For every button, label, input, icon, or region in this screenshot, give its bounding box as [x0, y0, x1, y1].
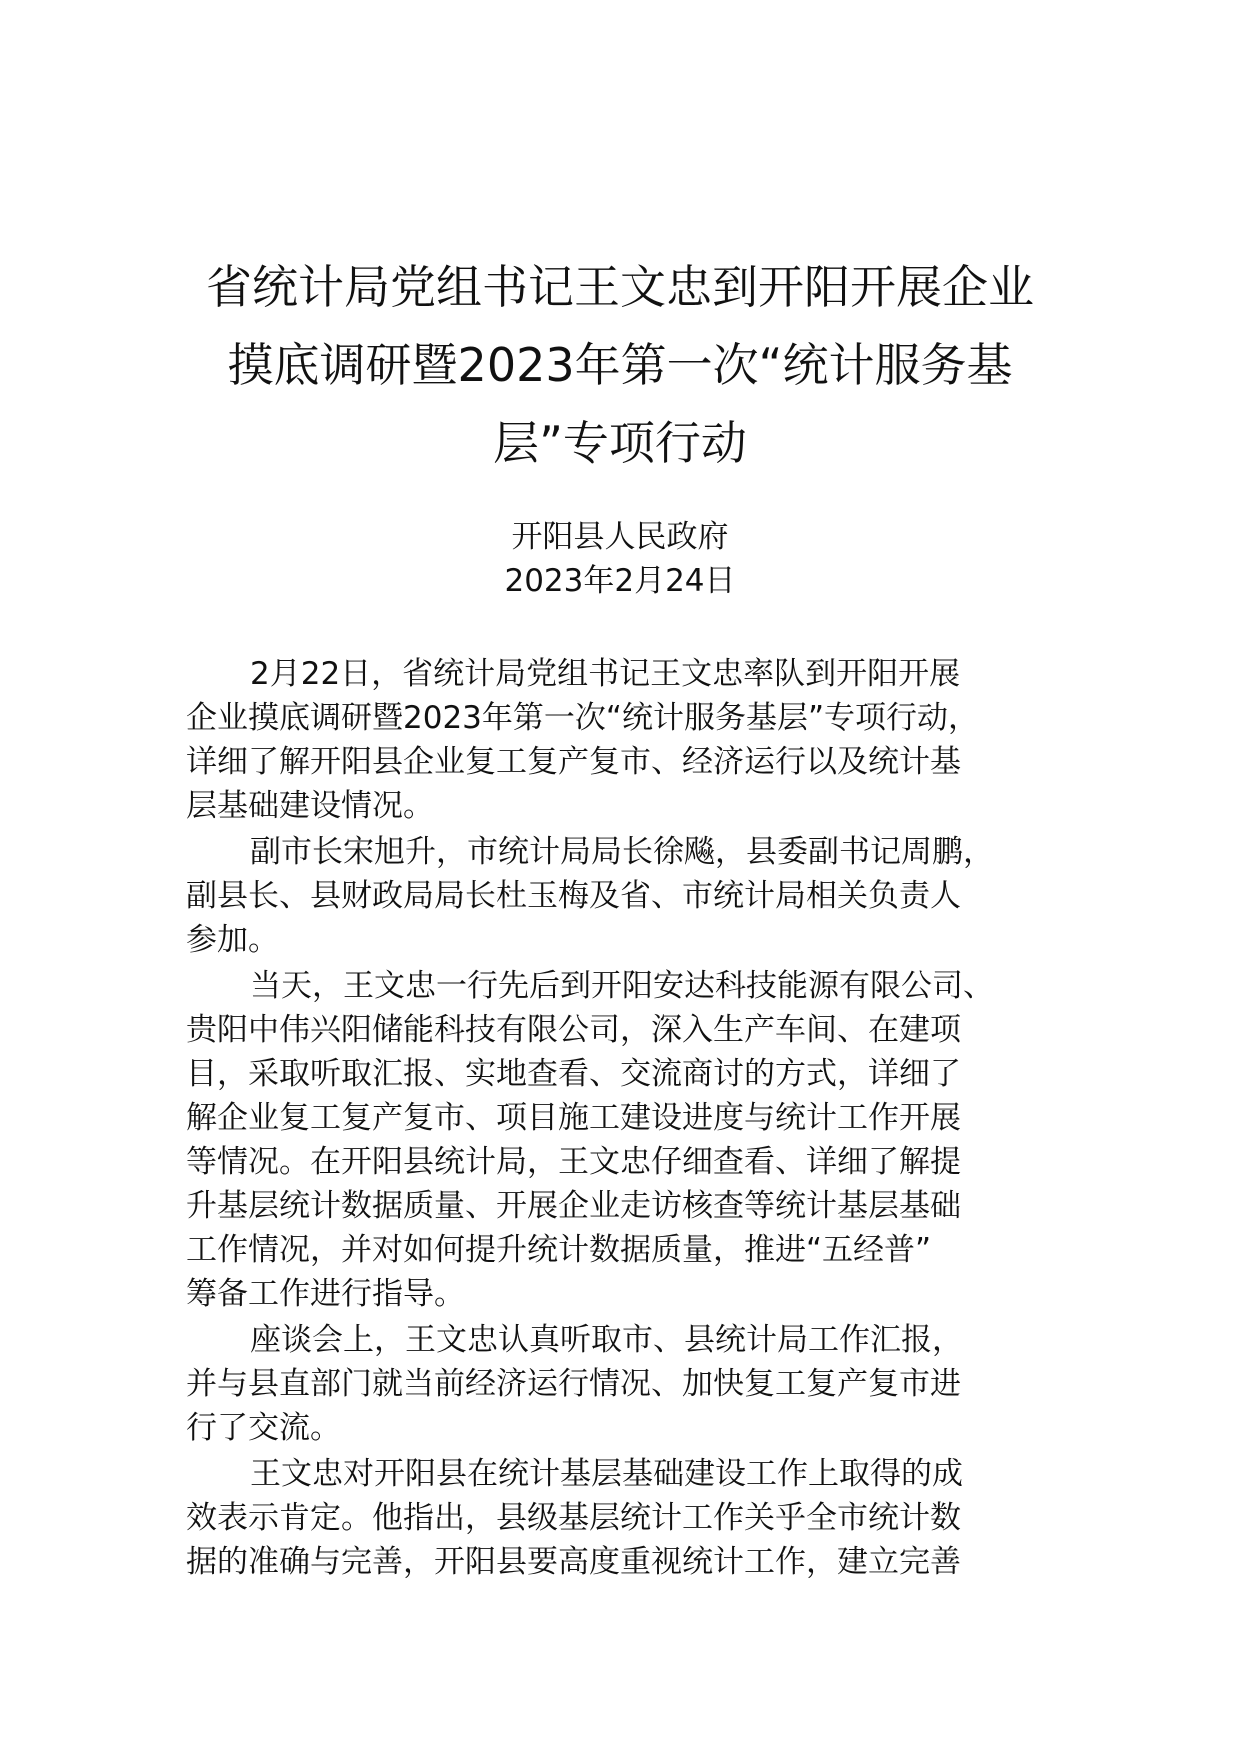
paragraph	[186, 964, 1086, 1316]
text-line: 效表示肯定。他指出，县级基层统计工作关乎全市统计数	[186, 1500, 961, 1536]
publisher: 开阳县人民政府	[511, 519, 729, 555]
text-line: 座谈会上，王文忠认真听取市、县统计局工作汇报，	[250, 1322, 963, 1358]
paragraph	[186, 652, 1086, 828]
text-line: 筹备工作进行指导。	[186, 1276, 465, 1312]
text-line: 2月22日，省统计局党组书记王文忠率队到开阳开展	[250, 656, 961, 692]
paragraph	[186, 830, 1086, 962]
text-line: 层基础建设情况。	[186, 788, 434, 824]
text-line: 升基层统计数据质量、开展企业走访核查等统计基层基础	[186, 1188, 961, 1224]
title-line: 省统计局党组书记王文忠到开阳开展企业	[206, 260, 1034, 314]
text-line: 副市长宋旭升，市统计局局长徐飚，县委副书记周鹏，	[250, 834, 994, 870]
text-line: 参加。	[186, 922, 279, 958]
text-line: 并与县直部门就当前经济运行情况、加快复工复产复市进	[186, 1366, 961, 1402]
text-line: 王文忠对开阳县在统计基层基础建设工作上取得的成	[250, 1456, 963, 1492]
text-line: 解企业复工复产复市、项目施工建设进度与统计工作开展	[186, 1100, 961, 1136]
document-title	[150, 248, 1090, 482]
title-line: 层”专项行动	[493, 416, 747, 470]
text-line: 据的准确与完善，开阳县要高度重视统计工作，建立完善	[186, 1544, 961, 1580]
paragraph	[186, 1318, 1086, 1450]
text-line: 详细了解开阳县企业复工复产复市、经济运行以及统计基	[186, 744, 961, 780]
text-line: 目，采取听取汇报、实地查看、交流商讨的方式，详细了	[186, 1056, 961, 1092]
publish-date: 2023年2月24日	[504, 563, 736, 599]
text-line: 工作情况，并对如何提升统计数据质量，推进“五经普”	[186, 1232, 932, 1268]
paragraph	[186, 1452, 1086, 1584]
text-line: 副县长、县财政局局长杜玉梅及省、市统计局相关负责人	[186, 878, 961, 914]
text-line: 等情况。在开阳县统计局，王文忠仔细查看、详细了解提	[186, 1144, 961, 1180]
text-line: 当天，王文忠一行先后到开阳安达科技能源有限公司、	[250, 968, 994, 1004]
text-line: 企业摸底调研暨2023年第一次“统计服务基层”专项行动，	[186, 700, 980, 736]
text-line: 贵阳中伟兴阳储能科技有限公司，深入生产车间、在建项	[186, 1012, 961, 1048]
article-body	[186, 652, 1086, 1586]
text-line: 行了交流。	[186, 1410, 341, 1446]
title-line: 摸底调研暨2023年第一次“统计服务基	[227, 338, 1013, 392]
